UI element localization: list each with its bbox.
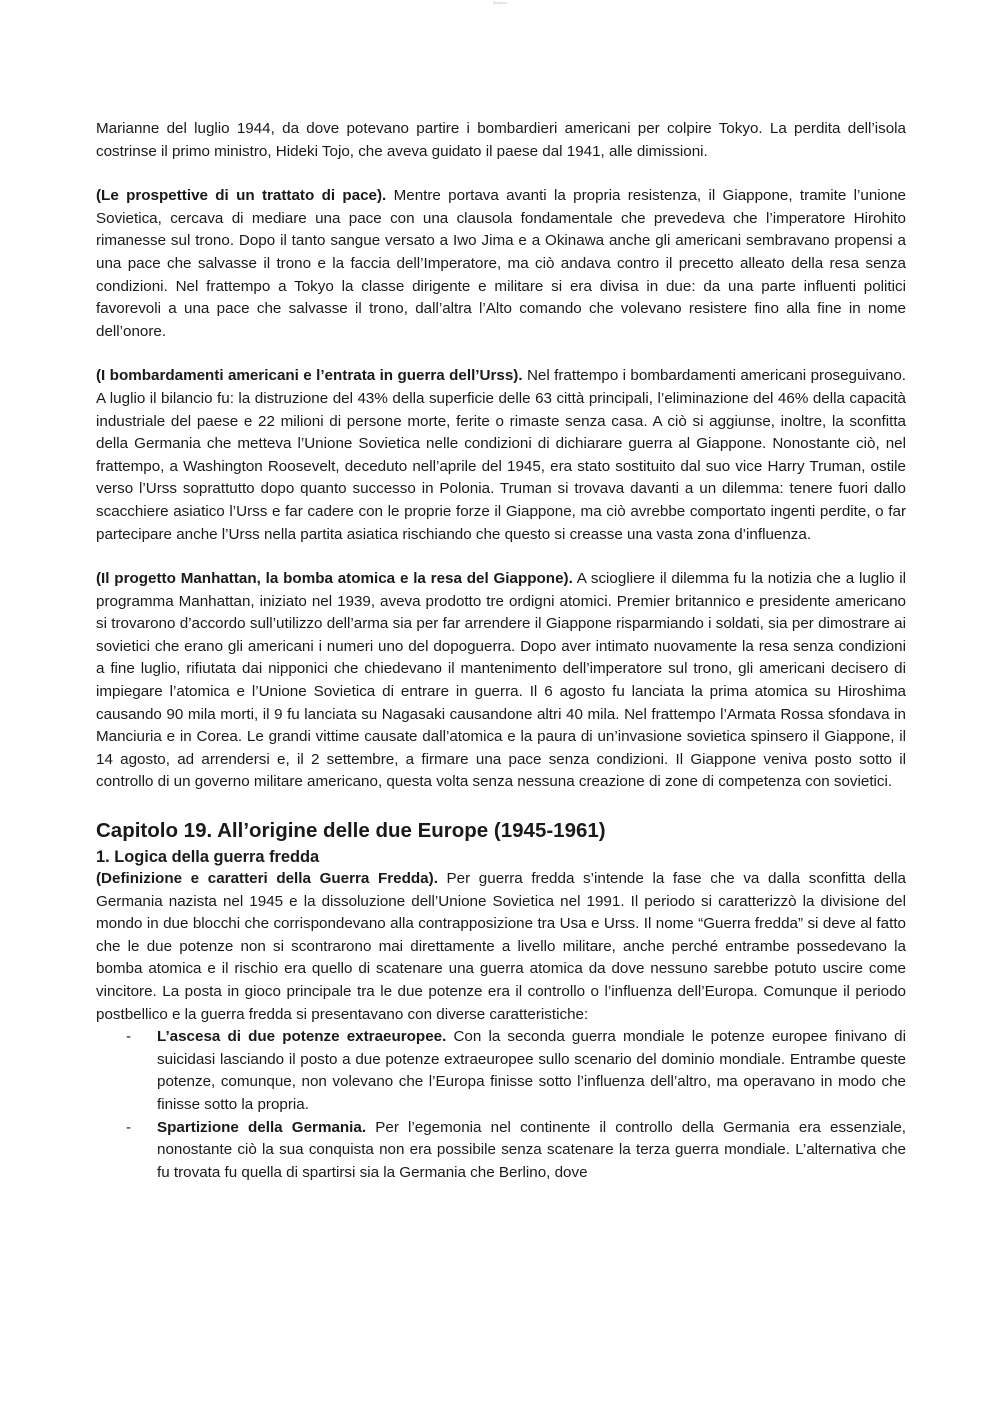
paragraph-heading: (Il progetto Manhattan, la bomba atomica e la resa del Giappone). xyxy=(96,570,573,588)
paragraph-peace-prospects xyxy=(96,185,906,343)
paragraph-body: A sciogliere il dilemma fu la notizia che a luglio il programma Manhattan, iniziato nel 1939, aveva prodotto tre ordigni atomici. Premier britannico e presidente americano si trovarono d’accordo sull’utilizzo dell’arma sia per far arrendere il Giappone risparmiando i soldati, sia per dimostrare ai sovietici che erano gli americani i numeri uno del dopoguerra. Dopo aver intimato nuovamente la resa senza condizioni a fine luglio, rifiutata dai nipponici che chiedevano il mantenimento dell’imperatore sul trono, gli americani decisero di impiegare l’atomica e l’Unione Sovietica di entrare in guerra. Il 6 agosto fu lanciata la prima atomica su Hiroshima causando 90 mila morti, il 9 fu lanciata su Nagasaki causandone altri 40 mila. Nel frattempo l’Armata Rossa sfondava in Manciuria e in Corea. Le grandi vittime causate dall’atomica e la paura di un’invasione sovietica spinsero il Giappone, il 14 agosto, ad arrendersi e, il 2 settembre, a firmare una pace senza condizioni. Il Giappone veniva posto sotto il controllo di un governo militare americano, questa volta senza nessuna creazione di zone di competenza con sovietici. xyxy=(96,570,906,791)
paragraph-body: Per guerra fredda s’intende la fase che va dalla sconfitta della Germania nazista nel 1945 e la dissoluzione dell’Unione Sovietica nel 1991. Il periodo si caratterizzò la divisione del mondo in due blocchi che corrispondevano alla contrapposizione tra Usa e Urss. Il nome “Guerra fredda” si deve al fatto che le due potenze non si scontrarono mai direttamente a livello militare, anche perché entrambe possedevano la bomba atomica e il rischio era quello di scatenare una guerra atomica da dove nessuno sarebbe potuto uscire come vincitore. La posta in gioco principale tra le due potenze era il controllo o l’influenza dell’Europa. Comunque il periodo postbellico e la guerra fredda si presentavano con diverse caratteristiche: xyxy=(96,870,907,1023)
list-item-body: Per l’egemonia nel continente il controllo della Germania era essenziale, nonostante ciò la sua conquista non era possibile senza scatenare la terza guerra mondiale. L’alternativa che fu trovata fu quella di spartirsi sia la Germania che Berlino, dove xyxy=(157,1118,906,1181)
paragraph-cold-war-definition xyxy=(96,868,906,1026)
list-item xyxy=(96,1026,906,1116)
list-bullet: - xyxy=(126,1028,132,1046)
paragraph-body: Mentre portava avanti la propria resistenza, il Giappone, tramite l’unione Sovietica, cercava di mediare una pace con una clausola fondamentale che prevedeva che l’imperatore Hirohito rimanesse sul trono. Dopo il tanto sangue versato a Iwo Jima e a Okinawa anche gli americani sembravano propensi a una pace che salvasse il trono e la faccia dell’Imperatore, ma ciò andava contro il precetto alleato della resa senza condizioni. Nel frattempo a Tokyo la classe dirigente e militare si era divisa in due: da una parte influenti politici favorevoli a una pace che salvasse il trono, dall’altra l’Alto comando che volevano resistere fino alla fine in nome dell’onore. xyxy=(96,187,906,340)
paragraph-body: Nel frattempo i bombardamenti americani proseguivano. A luglio il bilancio fu: la distruzione del 43% della superficie delle 63 città principali, l’eliminazione del 46% della capacità industriale del paese e 22 milioni di persone morte, ferite o rimaste senza casa. A ciò si aggiunse, inoltre, la sconfitta della Germania che metteva l’Unione Sovietica nelle condizioni di dichiarare guerra al Giappone. Nonostante ciò, nel frattempo, a Washington Roosevelt, deceduto nell’aprile del 1945, era stato sostituito dal suo vice Harry Truman, ostile verso l’Urss soprattutto dopo quanto successo in Polonia. Truman si trovava davanti a un dilemma: tenere fuori dallo scacchiere asiatico l’Urss e far cadere con le proprie forze il Giappone, ma ciò avrebbe comportato ingenti perdite, o far partecipare anche l’Urss nella partita asiatica rischiando che questo si creasse una vasta zona d’influenza. xyxy=(96,367,906,543)
characteristics-list xyxy=(96,1026,906,1184)
section-title: 1. Logica della guerra fredda xyxy=(96,848,320,867)
paragraph-tojo-resignation: Marianne del luglio 1944, da dove potevano partire i bombardieri americani per colpire Tokyo. La perdita dell’isola costrinse il primo ministro, Hideki Tojo, che aveva guidato il paese dal 1941, alle dimissioni. xyxy=(96,120,906,160)
list-item-heading: L’ascesa di due potenze extraeuropee. xyxy=(157,1028,447,1046)
paragraph-manhattan-project xyxy=(96,568,906,794)
paragraph-heading: (Le prospettive di un trattato di pace). xyxy=(96,187,387,205)
page-content xyxy=(96,118,906,1184)
list-bullet: - xyxy=(126,1118,132,1136)
list-item-heading: Spartizione della Germania. xyxy=(157,1118,367,1136)
chapter-title: Capitolo 19. All’origine delle due Europe (1945-1961) xyxy=(96,819,606,843)
watermark: Studocu xyxy=(492,0,508,5)
list-item xyxy=(96,1117,906,1185)
paragraph-heading: (Definizione e caratteri della Guerra Fredda). xyxy=(96,870,438,888)
paragraph-american-bombing xyxy=(96,365,906,546)
paragraph-heading: (I bombardamenti americani e l’entrata in guerra dell’Urss). xyxy=(96,367,523,385)
list-item-body: Con la seconda guerra mondiale le potenze europee finivano di suicidasi lasciando il posto a due potenze extraeuropee sullo scenario del dominio mondiale. Entrambe queste potenze, comunque, non volevano che l’Europa finisse sotto l’influenza dell’altro, ma operavano in modo che finisse sotto la propria. xyxy=(157,1028,906,1113)
